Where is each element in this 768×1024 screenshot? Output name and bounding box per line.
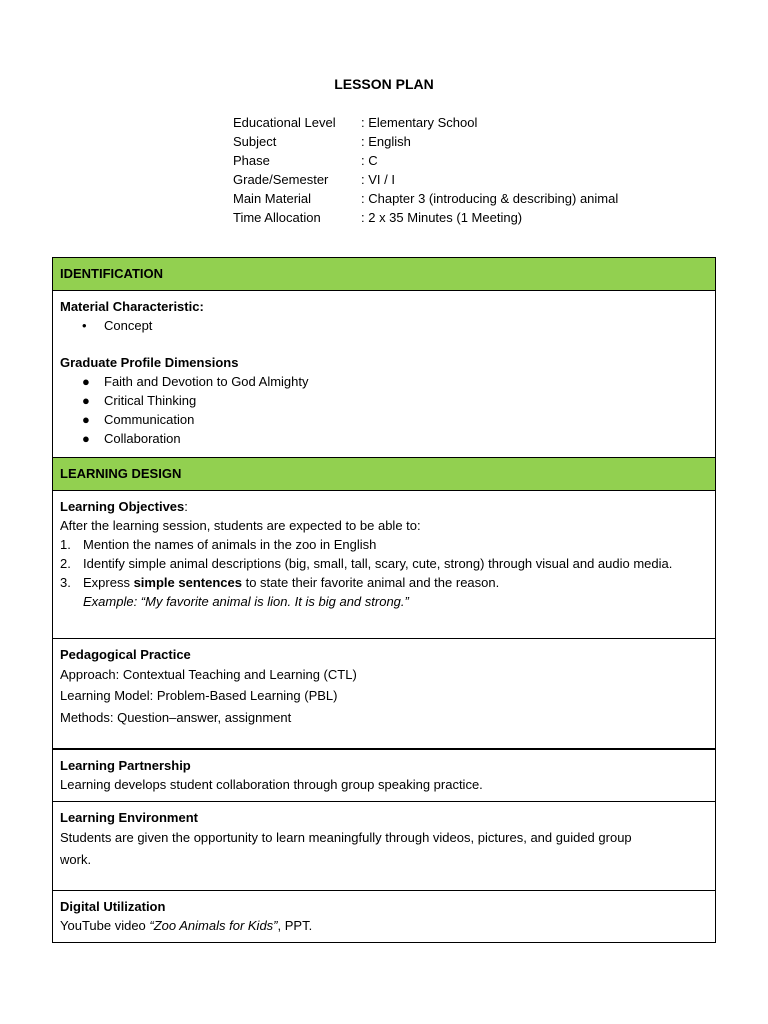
example-text: Example: “My favorite animal is lion. It is big and strong.”: [83, 594, 409, 609]
objective-example: [60, 592, 708, 611]
info-label: Educational Level: [233, 115, 336, 130]
identification-header: IDENTIFICATION: [53, 258, 715, 291]
pedagogy-cell: [53, 639, 715, 750]
objective-number: 3.: [60, 575, 71, 590]
digital-heading: Digital Utilization: [60, 899, 166, 914]
digital-video-title: “Zoo Animals for Kids”: [149, 918, 278, 933]
pedagogy-line: Learning Model: Problem-Based Learning (PBL): [60, 688, 338, 703]
info-row: [233, 151, 618, 170]
page-title: LESSON PLAN: [334, 76, 434, 92]
info-label: Time Allocation: [233, 210, 321, 225]
environment-text: work.: [60, 852, 92, 867]
partnership-heading: Learning Partnership: [60, 758, 191, 773]
objectives-cell: [53, 491, 715, 639]
info-value: : Chapter 3 (introducing & describing) animal: [361, 191, 619, 206]
list-item: [60, 410, 708, 429]
info-label: Phase: [233, 153, 270, 168]
partnership-text: Learning develops student collaboration through group speaking practice.: [60, 777, 483, 792]
objectives-intro: After the learning session, students are expected to be able to:: [60, 518, 421, 533]
list-item: [60, 372, 708, 391]
pedagogy-heading: Pedagogical Practice: [60, 647, 191, 662]
info-row: [233, 208, 618, 227]
lesson-table: [52, 257, 716, 943]
bullet-icon: ●: [82, 374, 90, 389]
info-value: : C: [361, 153, 378, 168]
identification-cell: [53, 291, 715, 458]
info-label: Subject: [233, 134, 277, 149]
pedagogy-line: Approach: Contextual Teaching and Learning (CTL): [60, 667, 357, 682]
digital-text: [60, 916, 708, 935]
info-value: : VI / I: [361, 172, 395, 187]
info-row: [233, 113, 618, 132]
learning-design-header: LEARNING DESIGN: [53, 458, 715, 491]
list-item-text: Collaboration: [104, 431, 181, 446]
objectives-heading-text: Learning Objectives: [60, 499, 185, 514]
info-row: [233, 170, 618, 189]
objective-item: [60, 554, 708, 573]
profile-heading: Graduate Profile Dimensions: [60, 355, 239, 370]
objective-text: Express: [83, 575, 134, 590]
objectives-heading: [60, 497, 708, 516]
list-item: [60, 429, 708, 448]
objective-number: 1.: [60, 537, 71, 552]
list-item-text: Critical Thinking: [104, 393, 197, 408]
digital-cell: [53, 891, 715, 942]
environment-heading: Learning Environment: [60, 810, 198, 825]
list-item-text: Concept: [104, 318, 153, 333]
objective-text: Mention the names of animals in the zoo in English: [83, 537, 377, 552]
objective-number: 2.: [60, 556, 71, 571]
objective-text: Identify simple animal descriptions (big, small, tall, scary, cute, strong) through visual and audio media.: [83, 556, 673, 571]
info-label: Grade/Semester: [233, 172, 329, 187]
info-value: : English: [361, 134, 411, 149]
info-label: Main Material: [233, 191, 312, 206]
info-value: : Elementary School: [361, 115, 478, 130]
info-value: : 2 x 35 Minutes (1 Meeting): [361, 210, 523, 225]
digital-text-plain: YouTube video: [60, 918, 150, 933]
list-item: [60, 391, 708, 410]
info-row: [233, 132, 618, 151]
objective-bold-text: simple sentences: [133, 575, 242, 590]
environment-text: Students are given the opportunity to learn meaningfully through videos, pictures, and guided group: [60, 830, 632, 845]
list-item: [60, 316, 708, 335]
objective-text: to state their favorite animal and the reason.: [241, 575, 500, 590]
lesson-info: [233, 113, 618, 227]
bullet-icon: ●: [82, 412, 90, 427]
bullet-icon: ●: [82, 393, 90, 408]
environment-cell: [53, 802, 715, 891]
digital-text-plain: , PPT.: [277, 918, 313, 933]
material-heading: Material Characteristic:: [60, 299, 204, 314]
objective-item: [60, 573, 708, 592]
list-item-text: Faith and Devotion to God Almighty: [104, 374, 309, 389]
list-item-text: Communication: [104, 412, 195, 427]
bullet-icon: ●: [82, 431, 90, 446]
partnership-cell: [53, 750, 715, 802]
info-row: [233, 189, 618, 208]
objectives-colon: :: [184, 499, 188, 514]
objective-item: [60, 535, 708, 554]
bullet-icon: •: [82, 318, 87, 333]
pedagogy-line: Methods: Question–answer, assignment: [60, 710, 292, 725]
